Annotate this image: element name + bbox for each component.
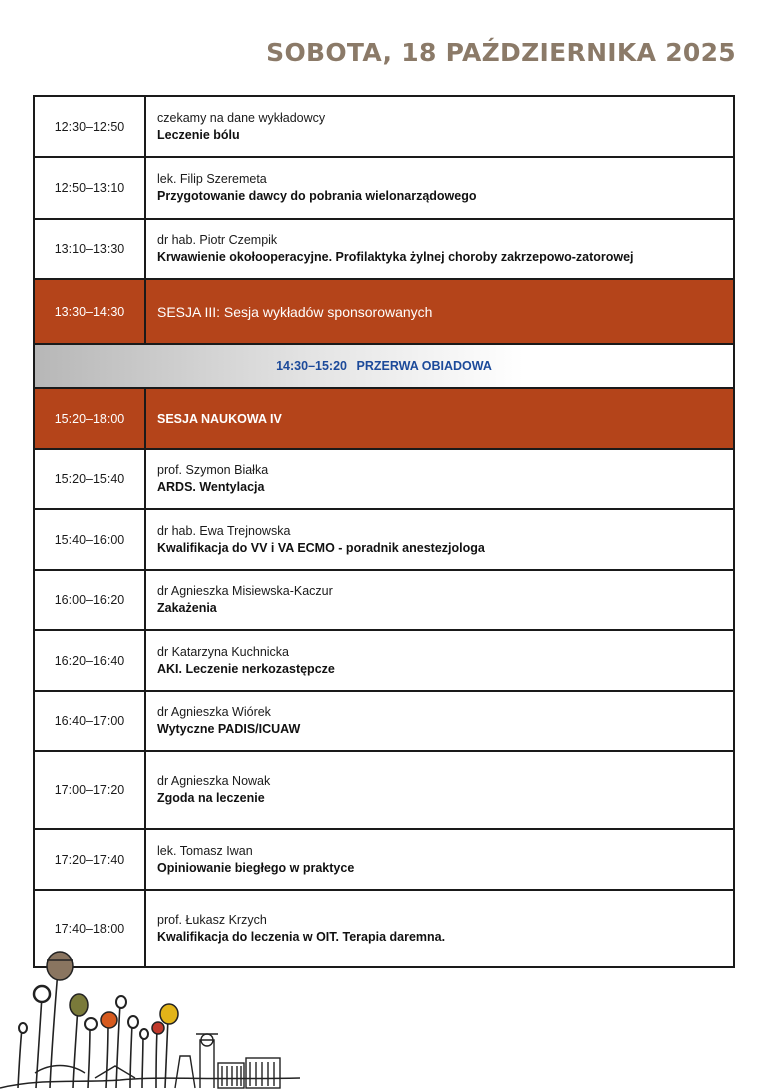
lecture-title: Zgoda na leczenie: [157, 791, 265, 805]
break-cell: [34, 344, 734, 388]
schedule-row: [34, 157, 734, 219]
lecture-title: Zakażenia: [157, 601, 217, 615]
schedule-row: [34, 570, 734, 630]
speaker-name: dr Agnieszka Wiórek: [157, 705, 271, 719]
time-cell: 13:10–13:30: [34, 219, 145, 279]
break-label: PRZERWA OBIADOWA: [356, 359, 492, 373]
speaker-name: prof. Szymon Białka: [157, 463, 269, 477]
schedule-row: [34, 219, 734, 279]
time-cell: 13:30–14:30: [34, 279, 145, 344]
speaker-name: lek. Filip Szeremeta: [157, 172, 267, 186]
lecture-title: AKI. Leczenie nerkozastępcze: [157, 661, 335, 676]
break-time: 14:30–15:20: [276, 359, 347, 373]
time-cell: 16:20–16:40: [34, 630, 145, 691]
lecture-title: Kwalifikacja do leczenia w OIT. Terapia daremna.: [157, 929, 446, 944]
lecture-cell: [145, 570, 734, 630]
poppy-flowers-and-mine-shaft-illustration: [0, 948, 300, 1090]
break-row: [34, 344, 734, 388]
session-row: [34, 279, 734, 344]
lecture-cell: [145, 630, 734, 691]
time-cell: 17:20–17:40: [34, 829, 145, 890]
speaker-name: czekamy na dane wykładowcy: [157, 110, 326, 125]
session-title: SESJA NAUKOWA IV: [157, 411, 282, 426]
time-cell: 15:40–16:00: [34, 509, 145, 570]
time-cell: 15:20–15:40: [34, 449, 145, 509]
schedule-row: [34, 829, 734, 890]
lecture-cell: [145, 829, 734, 890]
session-title: SESJA III: Sesja wykładów sponsorowanych: [157, 303, 433, 320]
lecture-title: Kwalifikacja do VV i VA ECMO - poradnik anestezjologa: [157, 540, 485, 555]
time-cell: 17:00–17:20: [34, 751, 145, 829]
session-cell: [145, 279, 734, 344]
lecture-cell: [145, 691, 734, 751]
speaker-name: dr Agnieszka Misiewska-Kaczur: [157, 584, 333, 598]
speaker-name: dr hab. Piotr Czempik: [157, 233, 278, 247]
lecture-cell: [145, 509, 734, 570]
speaker-name: dr hab. Ewa Trejnowska: [157, 523, 291, 538]
time-cell: 16:40–17:00: [34, 691, 145, 751]
schedule-table: [33, 95, 735, 968]
time-cell: 12:50–13:10: [34, 157, 145, 219]
time-cell: 12:30–12:50: [34, 96, 145, 157]
lecture-cell: [145, 751, 734, 829]
time-cell: 15:20–18:00: [34, 388, 145, 449]
lecture-title: Opiniowanie biegłego w praktyce: [157, 860, 355, 875]
speaker-name: dr Katarzyna Kuchnicka: [157, 644, 290, 659]
time-cell: 17:40–18:00: [34, 890, 145, 967]
lecture-cell: [145, 96, 734, 157]
page-title: SOBOTA, 18 PAŹDZIERNIKA 2025: [266, 38, 736, 67]
speaker-name: prof. Łukasz Krzych: [157, 912, 267, 927]
lecture-title: Wytyczne PADIS/ICUAW: [157, 722, 301, 736]
lecture-cell: [145, 449, 734, 509]
schedule-row: [34, 751, 734, 829]
lecture-cell: [145, 219, 734, 279]
speaker-name: dr Agnieszka Nowak: [157, 774, 271, 788]
lecture-title: Leczenie bólu: [157, 127, 240, 142]
lecture-title: Przygotowanie dawcy do pobrania wielonarządowego: [157, 189, 477, 203]
session-cell: [145, 388, 734, 449]
session-row: [34, 388, 734, 449]
schedule-row: [34, 691, 734, 751]
schedule-row: [34, 96, 734, 157]
schedule-row: [34, 449, 734, 509]
lecture-title: ARDS. Wentylacja: [157, 480, 265, 494]
speaker-name: lek. Tomasz Iwan: [157, 843, 253, 858]
lecture-title: Krwawienie okołooperacyjne. Profilaktyka żylnej choroby zakrzepowo-zatorowej: [157, 250, 634, 264]
lecture-cell: [145, 157, 734, 219]
schedule-row: [34, 630, 734, 691]
time-cell: 16:00–16:20: [34, 570, 145, 630]
schedule-row: [34, 509, 734, 570]
